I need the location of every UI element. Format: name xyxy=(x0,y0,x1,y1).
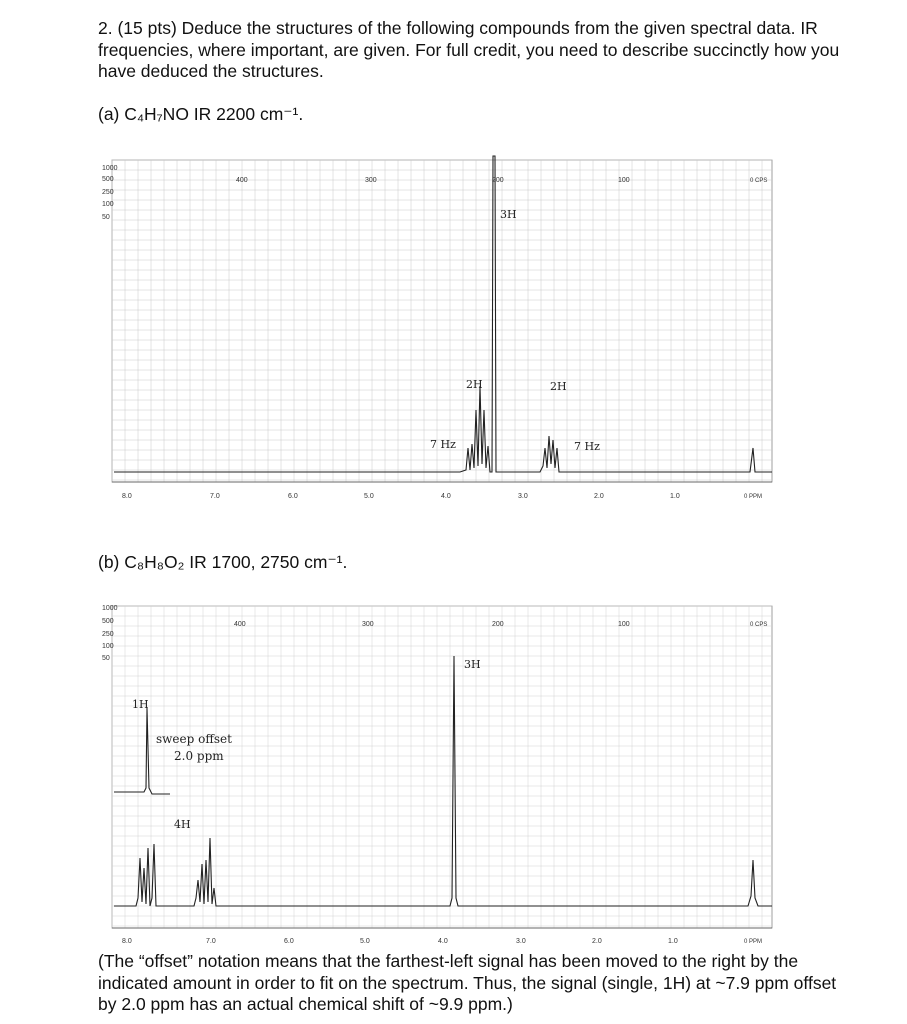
scale-label: 50 xyxy=(102,655,110,662)
ppm-label: 7.0 xyxy=(206,938,216,945)
part-b-label: (b) C₈H₈O₂ IR 1700, 2750 cm⁻¹. xyxy=(98,552,348,572)
ppm-label: 1.0 xyxy=(668,938,678,945)
annotation-4h: 4H xyxy=(174,818,191,831)
ppm-label: 3.0 xyxy=(518,493,528,500)
scale-label: 250 xyxy=(102,631,114,638)
nmr-spectrum-a xyxy=(100,148,790,508)
cps-label: 400 xyxy=(236,177,248,184)
cps-label: 300 xyxy=(365,177,377,184)
scale-label: 500 xyxy=(102,618,114,625)
ppm-label: 5.0 xyxy=(360,938,370,945)
cps-label: 100 xyxy=(618,177,630,184)
ppm-label: 0 PPM xyxy=(744,494,763,500)
ppm-label: 2.0 xyxy=(594,493,604,500)
scale-label: 1000 xyxy=(102,165,118,172)
annotation-2h: 2H xyxy=(550,380,567,393)
ppm-label: 4.0 xyxy=(438,938,448,945)
cps-label: 400 xyxy=(234,621,246,628)
offset-note: (The “offset” notation means that the farthest-left signal has been moved to the right by the indicated amount in order to fit on the spectrum. Thus, the signal (single, 1H) at ~7.9 ppm offset by 2.0 ppm has an actual chemical shift of ~9.9 ppm.) xyxy=(98,951,837,1014)
ppm-label: 0 PPM xyxy=(744,939,763,945)
part-a-label: (a) C₄H₇NO IR 2200 cm⁻¹. xyxy=(98,104,304,124)
scale-label: 250 xyxy=(102,189,114,196)
cps-label: 200 xyxy=(492,621,504,628)
annotation-1h: 1H xyxy=(132,698,149,711)
annotation-7hz: 7 Hz xyxy=(574,440,600,453)
question-text: 2. (15 pts) Deduce the structures of the following compounds from the given spectral data. IR frequencies, where important, are given. For full credit, you need to describe succinctly how you have deduced the structures. xyxy=(98,18,840,81)
annotation-offset-value: 2.0 ppm xyxy=(174,749,224,763)
ppm-label: 5.0 xyxy=(364,493,374,500)
annotation-3h: 3H xyxy=(500,208,517,221)
annotation-2h: 2H xyxy=(466,378,483,391)
cps-label: 200 xyxy=(492,177,504,184)
annotation-sweep-offset: sweep offset xyxy=(156,732,232,746)
scale-label: 1000 xyxy=(102,605,118,612)
cps-label: 0 CPS xyxy=(750,178,768,184)
ppm-label: 6.0 xyxy=(284,938,294,945)
ppm-label: 8.0 xyxy=(122,493,132,500)
cps-label: 100 xyxy=(618,621,630,628)
nmr-spectrum-b xyxy=(100,598,790,948)
ppm-label: 1.0 xyxy=(670,493,680,500)
ppm-label: 8.0 xyxy=(122,938,132,945)
ppm-label: 3.0 xyxy=(516,938,526,945)
annotation-7hz: 7 Hz xyxy=(430,438,456,451)
ppm-label: 4.0 xyxy=(441,493,451,500)
ppm-label: 6.0 xyxy=(288,493,298,500)
cps-label: 0 CPS xyxy=(750,622,768,628)
scale-label: 500 xyxy=(102,176,114,183)
ppm-label: 7.0 xyxy=(210,493,220,500)
scale-label: 100 xyxy=(102,201,114,208)
ppm-label: 2.0 xyxy=(592,938,602,945)
scale-label: 50 xyxy=(102,214,110,221)
annotation-3h: 3H xyxy=(464,658,481,671)
scale-label: 100 xyxy=(102,643,114,650)
cps-label: 300 xyxy=(362,621,374,628)
